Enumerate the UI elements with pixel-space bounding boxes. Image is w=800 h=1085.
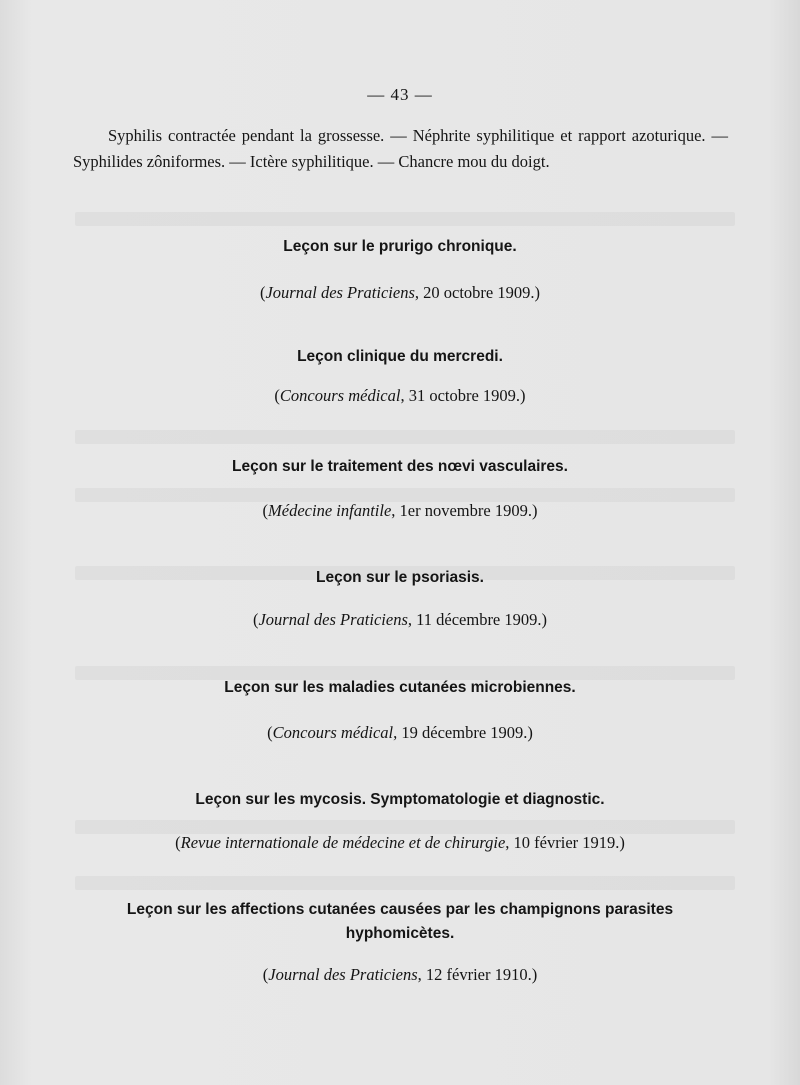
entry-source: (Médecine infantile, 1er novembre 1909.) [262,501,538,520]
publication-date: , 11 décembre 1909.) [407,610,548,629]
entry-source: (Journal des Praticiens, 11 décembre 1909.) [252,610,548,629]
journal-name: Journal des Praticiens [268,965,418,984]
journal-name: Concours médical [279,386,401,405]
journal-name: Revue internationale de médecine et de chirurgie [180,833,506,852]
bleed-through-shadow [75,430,735,444]
entry-title: Leçon sur les affections cutanées causées par les champignons parasites hyphomicètes. [126,901,674,942]
journal-name: Médecine infantile [268,501,392,520]
intro-paragraph: Syphilis contractée pendant la grossesse. — Néphrite syphilitique et rapport azoturique. — Syphilides zôniformes. — Ictère syphilitique. — Chancre mou du doigt. [73,126,728,171]
entry-title: Leçon sur le psoriasis. [316,569,484,586]
bleed-through-shadow [75,876,735,890]
journal-name: Concours médical [272,723,394,742]
publication-date: , 31 octobre 1909.) [400,386,526,405]
publication-date: , 20 octobre 1909.) [414,283,540,302]
entry-title: Leçon clinique du mercredi. [297,348,503,365]
journal-name: Journal des Praticiens [258,610,408,629]
publication-date: , 12 février 1910.) [417,965,538,984]
publication-date: , 1er novembre 1909.) [391,501,538,520]
page-number: — 43 — [367,85,433,104]
entry-source: (Journal des Praticiens, 12 février 1910.) [262,965,538,984]
entry-source: (Revue internationale de médecine et de chirurgie, 10 février 1919.) [175,833,625,852]
bleed-through-shadow [75,212,735,226]
entry-source: (Concours médical, 31 octobre 1909.) [274,386,526,405]
publication-date: , 10 février 1919.) [505,833,625,852]
entry-title: Leçon sur les mycosis. Symptomatologie et diagnostic. [195,791,605,808]
journal-name: Journal des Praticiens [265,283,415,302]
entry-title: Leçon sur le traitement des nœvi vasculaires. [232,458,568,475]
entry-source: (Journal des Praticiens, 20 octobre 1909.) [259,283,540,302]
publication-date: , 19 décembre 1909.) [393,723,533,742]
entry-title: Leçon sur le prurigo chronique. [283,238,517,255]
entry-title: Leçon sur les maladies cutanées microbiennes. [224,679,576,696]
entry-source: (Concours médical, 19 décembre 1909.) [267,723,533,742]
